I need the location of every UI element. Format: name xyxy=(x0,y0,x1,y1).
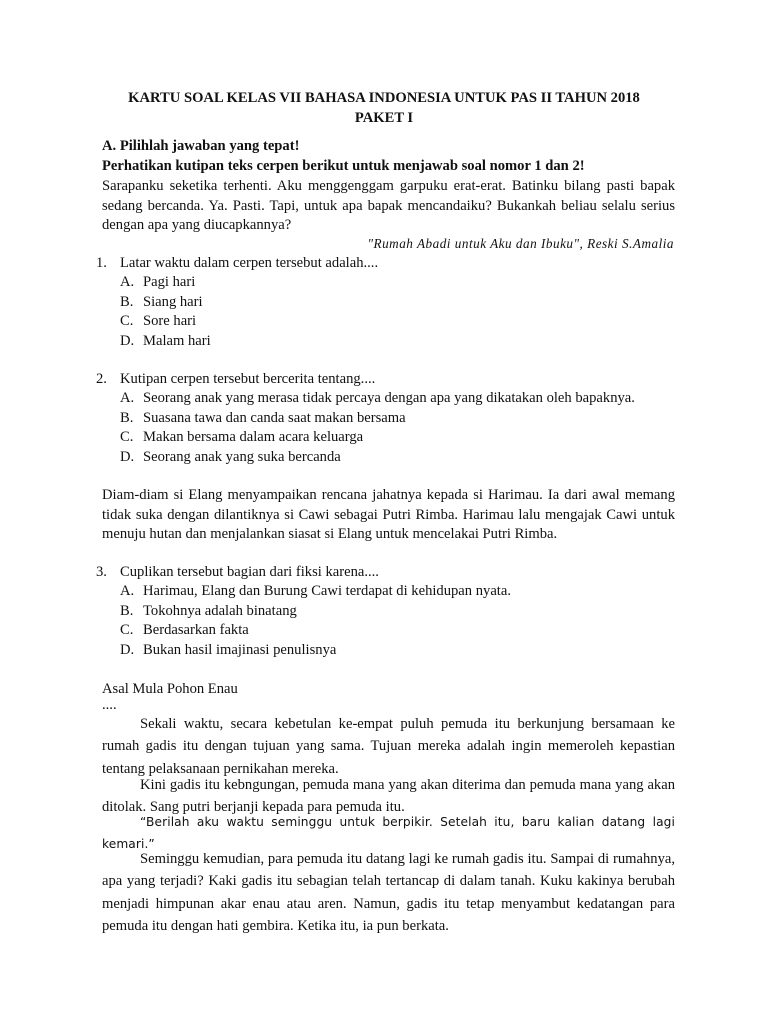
option-letter: D. xyxy=(120,332,135,349)
option-3b[interactable] xyxy=(120,602,511,622)
option-letter: D. xyxy=(120,448,135,465)
option-letter: A. xyxy=(120,583,135,599)
option-3d[interactable] xyxy=(120,641,511,661)
option-1a[interactable] xyxy=(120,273,211,293)
story-title: Asal Mula Pohon Enau xyxy=(102,681,238,697)
option-text: Seorang anak yang merasa tidak percaya dengan apa yang dikatakan oleh bapaknya. xyxy=(143,390,635,406)
title-line-2: PAKET I xyxy=(354,109,414,126)
option-text: Seorang anak yang suka bercanda xyxy=(143,448,341,465)
option-2a[interactable] xyxy=(120,389,635,409)
option-letter: A. xyxy=(120,390,135,406)
option-text: Malam hari xyxy=(143,332,211,349)
question-3-options xyxy=(120,582,511,660)
option-3c[interactable] xyxy=(120,621,511,641)
option-text: Suasana tawa dan canda saat makan bersama xyxy=(143,409,406,426)
option-letter: C. xyxy=(120,622,134,639)
question-2-options xyxy=(120,389,635,467)
option-letter: D. xyxy=(120,641,135,658)
option-3a[interactable] xyxy=(120,582,511,602)
question-3-number: 3. xyxy=(96,564,107,580)
question-1-options xyxy=(120,273,211,351)
passage-1-source: "Rumah Abadi untuk Aku dan Ibuku", Reski S.Amalia xyxy=(367,236,674,251)
option-text: Harimau, Elang dan Burung Cawi terdapat di kehidupan nyata. xyxy=(143,583,511,599)
story-paragraph-1: Sekali waktu, secara kebetulan ke-empat puluh pemuda itu berkunjung bersamaan ke rumah gadis itu dengan tujuan yang sama. Tujuan mereka adalah ingin memeroleh kepastian tentang pelaksanaan pernikahan mereka. xyxy=(102,716,675,777)
option-letter: B. xyxy=(120,293,134,310)
option-text: Bukan hasil imajinasi penulisnya xyxy=(143,641,337,658)
option-text: Sore hari xyxy=(143,313,197,330)
title-line-1: KARTU SOAL KELAS VII BAHASA INDONESIA UNTUK PAS II TAHUN 2018 xyxy=(128,90,640,106)
option-1b[interactable] xyxy=(120,293,211,313)
option-letter: B. xyxy=(120,409,134,426)
option-letter: C. xyxy=(120,313,134,330)
option-letter: C. xyxy=(120,429,134,446)
question-3-text: Cuplikan tersebut bagian dari fiksi karena.... xyxy=(120,564,379,580)
section-a-instruction: Perhatikan kutipan teks cerpen berikut untuk menjawab soal nomor 1 dan 2! xyxy=(102,158,585,174)
option-2b[interactable] xyxy=(120,409,635,429)
story-paragraph-4: Seminggu kemudian, para pemuda itu datang lagi ke rumah gadis itu. Sampai di rumahnya, apa yang terjadi? Kaki gadis itu sebagian telah tertancap di dalam tanah. Kuku kakinya berubah menjadi himpunan akar enau atau aren. Namun, gadis itu tetap menyambut kedatangan para pemuda itu dengan hati gembira. Ketika itu, ia pun berkata. xyxy=(102,851,675,934)
option-text: Tokohnya adalah binatang xyxy=(143,602,297,619)
option-text: Pagi hari xyxy=(143,274,196,290)
passage-1: Sarapanku seketika terhenti. Aku menggenggam garpuku erat-erat. Batinku bilang pasti bapak sedang bercanda. Ya. Pasti. Tapi, untuk apa bapak mencandaiku? Bukankah beliau selalu serius dengan apa yang diucapkannya? xyxy=(102,178,675,234)
option-1d[interactable] xyxy=(120,332,211,352)
question-1-number: 1. xyxy=(96,255,107,271)
option-text: Makan bersama dalam acara keluarga xyxy=(143,429,364,446)
story-paragraph-3: “Berilah aku waktu seminggu untuk berpikir. Setelah itu, baru kalian datang lagi kemari.” xyxy=(102,815,675,852)
question-2-text: Kutipan cerpen tersebut bercerita tentang.... xyxy=(120,371,376,387)
option-2d[interactable] xyxy=(120,448,635,468)
story-paragraph-2: Kini gadis itu kebngungan, pemuda mana yang akan diterima dan pemuda mana yang akan ditolak. Sang putri berjanji kepada para pemuda itu. xyxy=(102,777,675,816)
question-1-text: Latar waktu dalam cerpen tersebut adalah.... xyxy=(120,255,379,271)
document-title xyxy=(60,89,708,128)
option-text: Siang hari xyxy=(143,293,203,310)
story-ellipsis: .... xyxy=(102,697,117,713)
option-letter: A. xyxy=(120,274,135,290)
option-letter: B. xyxy=(120,602,134,619)
question-2-number: 2. xyxy=(96,371,107,387)
option-1c[interactable] xyxy=(120,312,211,332)
passage-2: Diam-diam si Elang menyampaikan rencana jahatnya kepada si Harimau. Ia dari awal memang tidak suka dengan dilantiknya si Cawi sebagai Putri Rimba. Harimau lalu mengajak Cawi untuk menuju hutan dan menjalankan siasat si Elang untuk mencelakai Putri Rimba. xyxy=(102,487,675,543)
option-text: Berdasarkan fakta xyxy=(143,622,249,639)
section-a-heading: A. Pilihlah jawaban yang tepat! xyxy=(102,138,300,154)
option-2c[interactable] xyxy=(120,428,635,448)
